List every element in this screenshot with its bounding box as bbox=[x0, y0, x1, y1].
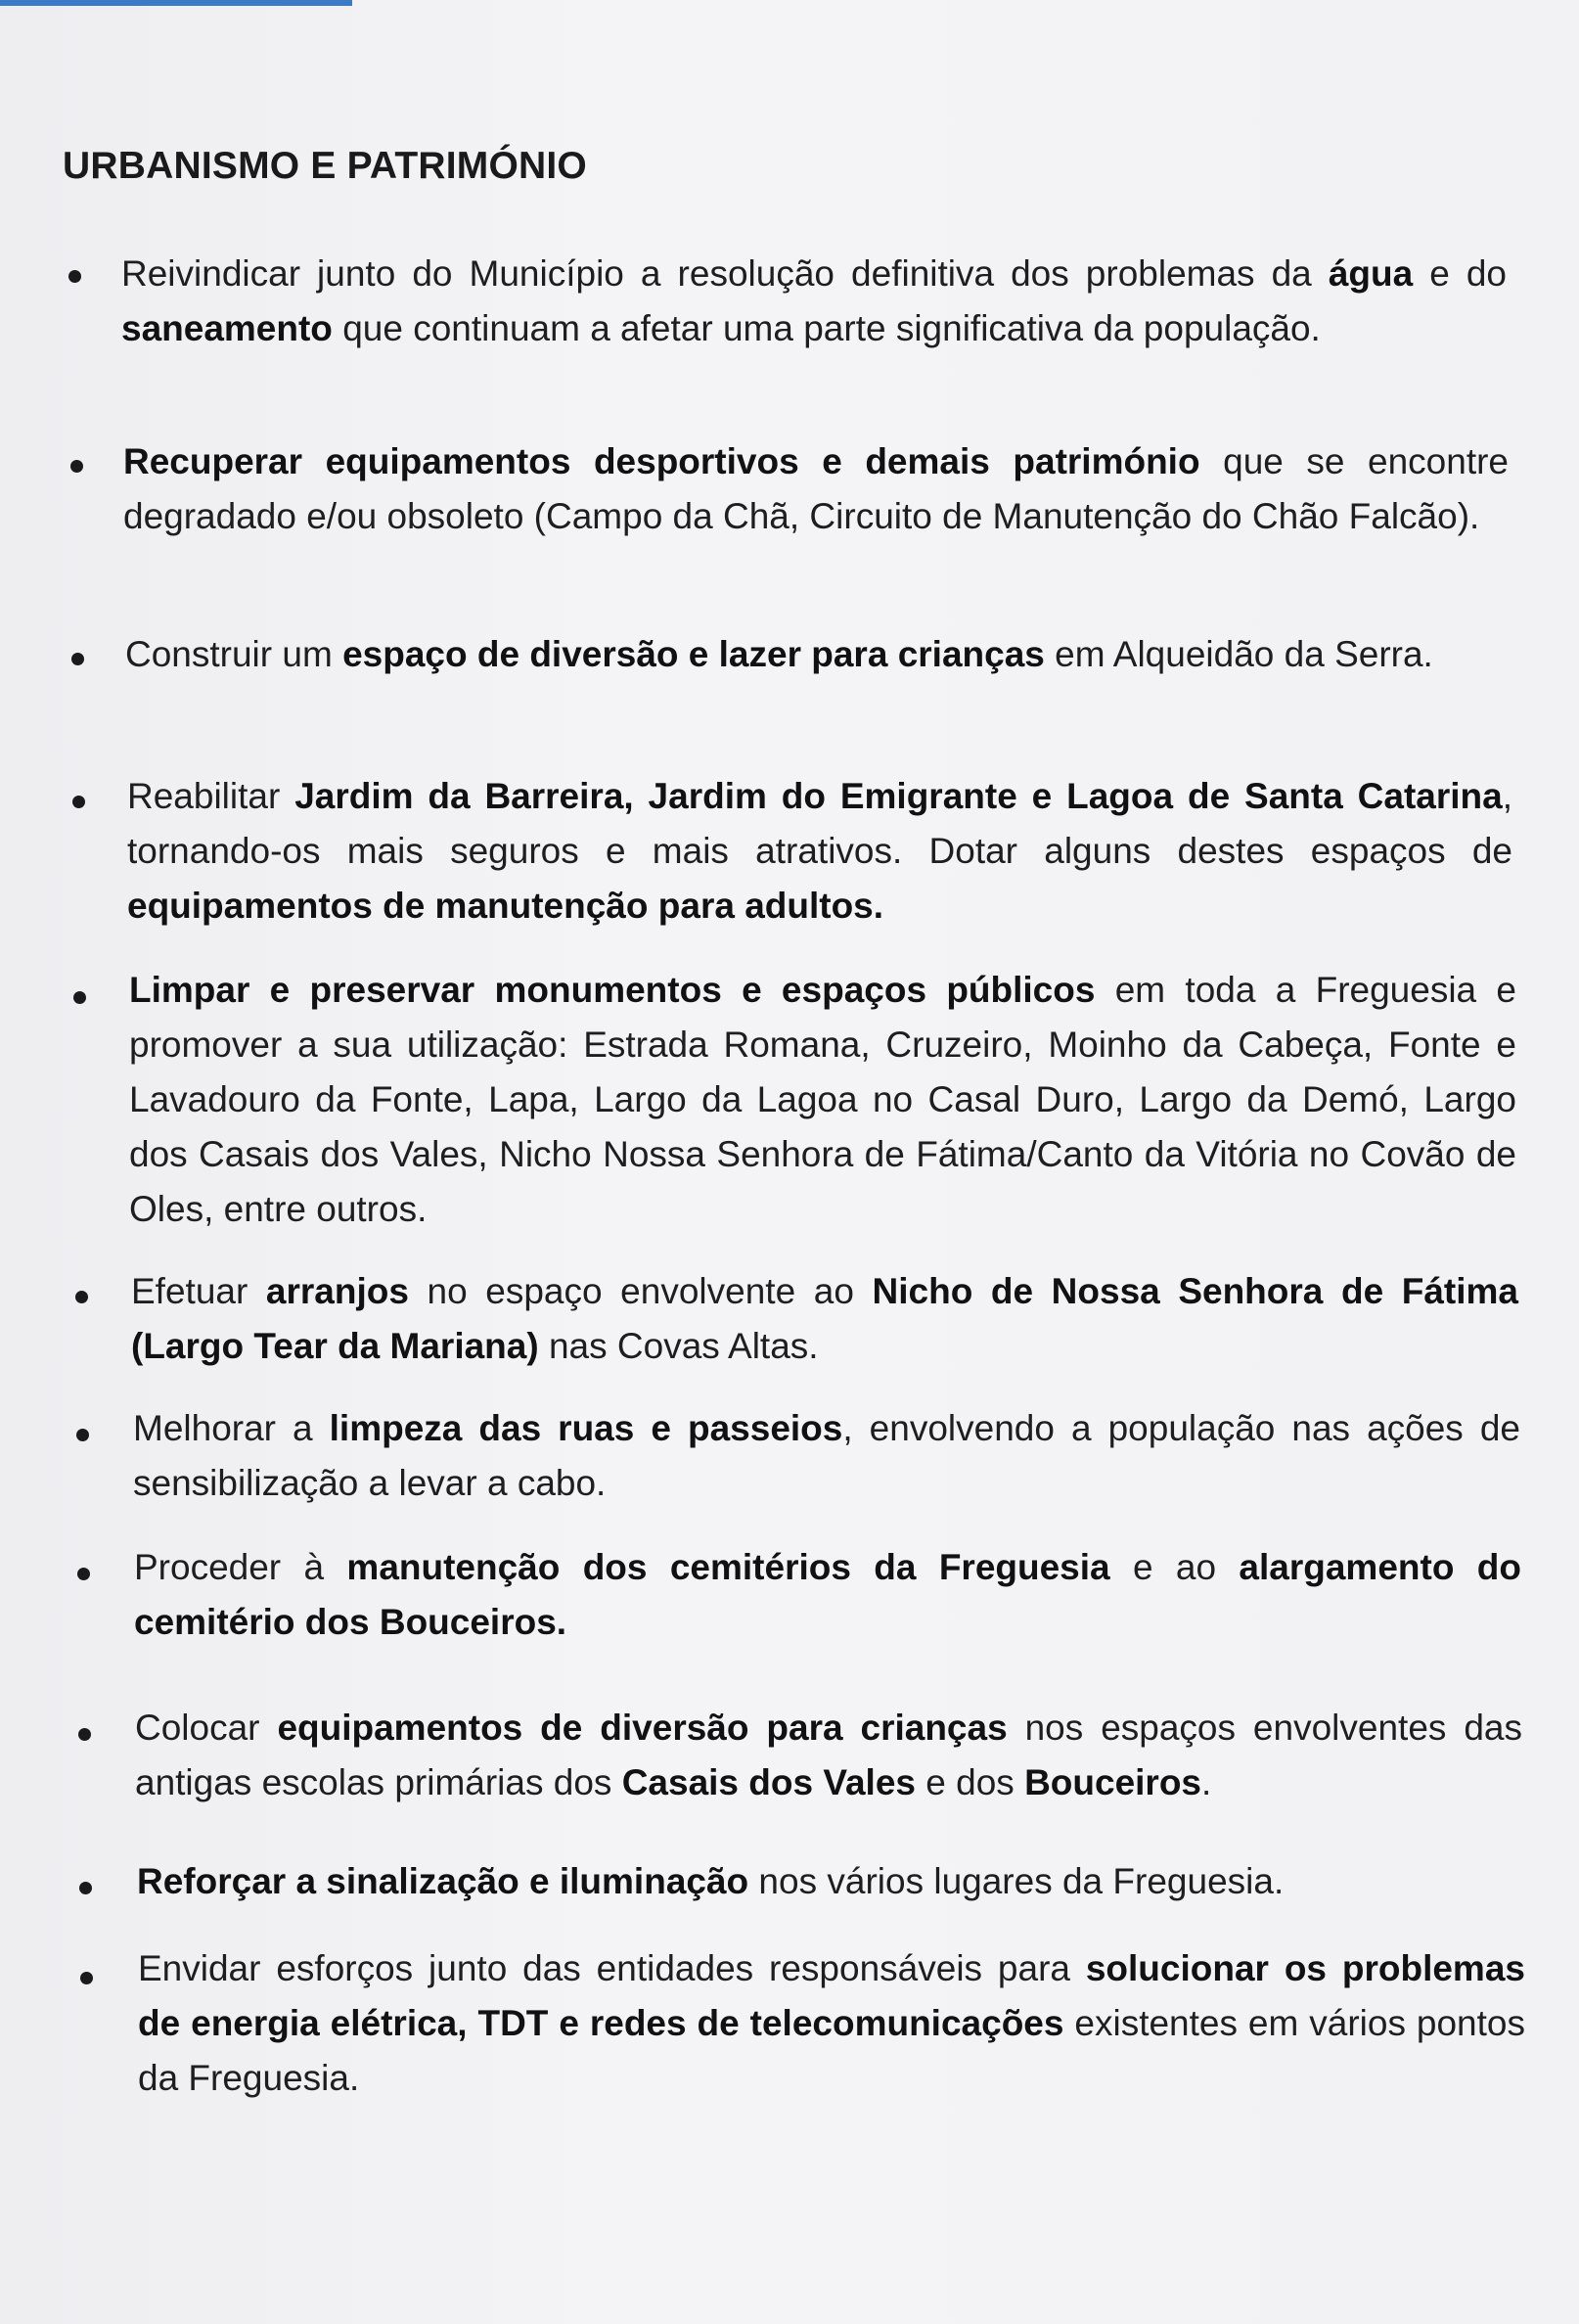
item-text bbox=[121, 247, 1507, 356]
text-run: existentes em vários pontos da Freguesia. bbox=[138, 2003, 1525, 2098]
text-run: Efetuar bbox=[131, 1271, 266, 1311]
text-run: no espaço envolvente ao bbox=[408, 1271, 873, 1311]
item-text bbox=[127, 769, 1512, 934]
bullet-icon bbox=[68, 270, 81, 283]
bullet-icon bbox=[70, 460, 83, 473]
bold-text-run: Casais dos Vales bbox=[621, 1762, 916, 1802]
text-run: em Alqueidão da Serra. bbox=[1044, 634, 1433, 674]
text-run: que continuam a afetar uma parte significativa da população. bbox=[332, 308, 1321, 348]
text-run: nos espaços envolventes das antigas escolas primárias dos bbox=[135, 1708, 1522, 1802]
section-title: URBANISMO E PATRIMÓNIO bbox=[63, 145, 587, 187]
text-run: Colocar bbox=[135, 1708, 278, 1748]
text-run: Envidar esforços junto das entidades responsáveis para bbox=[138, 1948, 1086, 1988]
text-run: que se encontre degradado e/ou obsoleto (Campo da Chã, Circuito de Manutenção do Chão Falcão). bbox=[123, 441, 1510, 536]
item-text bbox=[131, 1264, 1518, 1374]
text-run: , tornando-os mais seguros e mais atrativos. Dotar alguns destes espaços de bbox=[127, 776, 1512, 871]
bullet-icon bbox=[72, 796, 85, 808]
bold-text-run: água bbox=[1328, 253, 1414, 294]
bullet-icon bbox=[80, 1972, 93, 1984]
item-text bbox=[134, 1540, 1521, 1650]
text-run: Reabilitar bbox=[127, 776, 295, 816]
item-text bbox=[123, 434, 1509, 544]
text-run: e do bbox=[1413, 253, 1507, 294]
text-run: Construir um bbox=[125, 634, 343, 674]
bullet-icon bbox=[75, 1291, 88, 1303]
item-text bbox=[133, 1401, 1520, 1511]
text-run: e dos bbox=[916, 1762, 1025, 1802]
text-run: nos vários lugares da Freguesia. bbox=[748, 1861, 1285, 1901]
item-text bbox=[137, 1854, 1524, 1909]
bold-text-run: solucionar os problemas de energia elétrica, TDT e redes de telecomunicações bbox=[138, 1948, 1525, 2043]
top-edge-band bbox=[0, 0, 352, 6]
bullet-icon bbox=[77, 1568, 90, 1580]
bullet-icon bbox=[76, 1429, 89, 1441]
text-run: Proceder à bbox=[134, 1547, 347, 1587]
text-run: nas Covas Altas. bbox=[538, 1326, 819, 1366]
item-text bbox=[125, 627, 1511, 682]
text-run: Reivindicar junto do Município a resolução definitiva dos problemas da bbox=[121, 253, 1329, 294]
bold-text-run: Nicho de Nossa Senhora de Fátima (Largo Tear da Mariana) bbox=[131, 1271, 1518, 1366]
bold-text-run: saneamento bbox=[121, 308, 333, 348]
bold-text-run: Limpar e preservar monumentos e espaços públicos bbox=[129, 970, 1096, 1010]
bold-text-run: limpeza das ruas e passeios bbox=[329, 1408, 843, 1448]
bold-text-run: arranjos bbox=[265, 1271, 409, 1311]
bold-text-run: Recuperar equipamentos desportivos e demais património bbox=[123, 441, 1200, 481]
bold-text-run: espaço de diversão e lazer para crianças bbox=[342, 634, 1045, 674]
text-run: , envolvendo a população nas ações de sensibilização a levar a cabo. bbox=[133, 1408, 1520, 1503]
bullet-icon bbox=[79, 1882, 92, 1894]
bold-text-run: Reforçar a sinalização e iluminação bbox=[137, 1861, 749, 1901]
item-text bbox=[129, 963, 1516, 1237]
bold-text-run: Jardim da Barreira, Jardim do Emigrante e Lagoa de Santa Catarina bbox=[294, 776, 1503, 816]
item-text bbox=[135, 1701, 1522, 1810]
bullet-icon bbox=[71, 653, 84, 665]
bold-text-run: manutenção dos cemitérios da Freguesia bbox=[346, 1547, 1110, 1587]
bold-text-run: alargamento do cemitério dos Bouceiros. bbox=[134, 1547, 1521, 1642]
item-text bbox=[138, 1941, 1525, 2106]
text-run: Melhorar a bbox=[133, 1408, 330, 1448]
text-run: e ao bbox=[1109, 1547, 1240, 1587]
text-run: em toda a Freguesia e promover a sua utilização: Estrada Romana, Cruzeiro, Moinho da Cabeça, Fonte e Lavadouro da Fonte, Lapa, Largo da Lagoa no Casal Duro, Largo da Demó, Largo dos Casais dos Vales, Nicho Nossa Senhora de Fátima/Canto da Vitória no Covão de Oles, entre outros. bbox=[129, 970, 1516, 1229]
bold-text-run: equipamentos de diversão para crianças bbox=[277, 1708, 1008, 1748]
bold-text-run: equipamentos de manutenção para adultos. bbox=[127, 886, 884, 926]
text-run: . bbox=[1201, 1762, 1212, 1802]
bullet-icon bbox=[78, 1728, 91, 1741]
bullet-icon bbox=[73, 991, 86, 1004]
bold-text-run: Bouceiros bbox=[1024, 1762, 1202, 1802]
